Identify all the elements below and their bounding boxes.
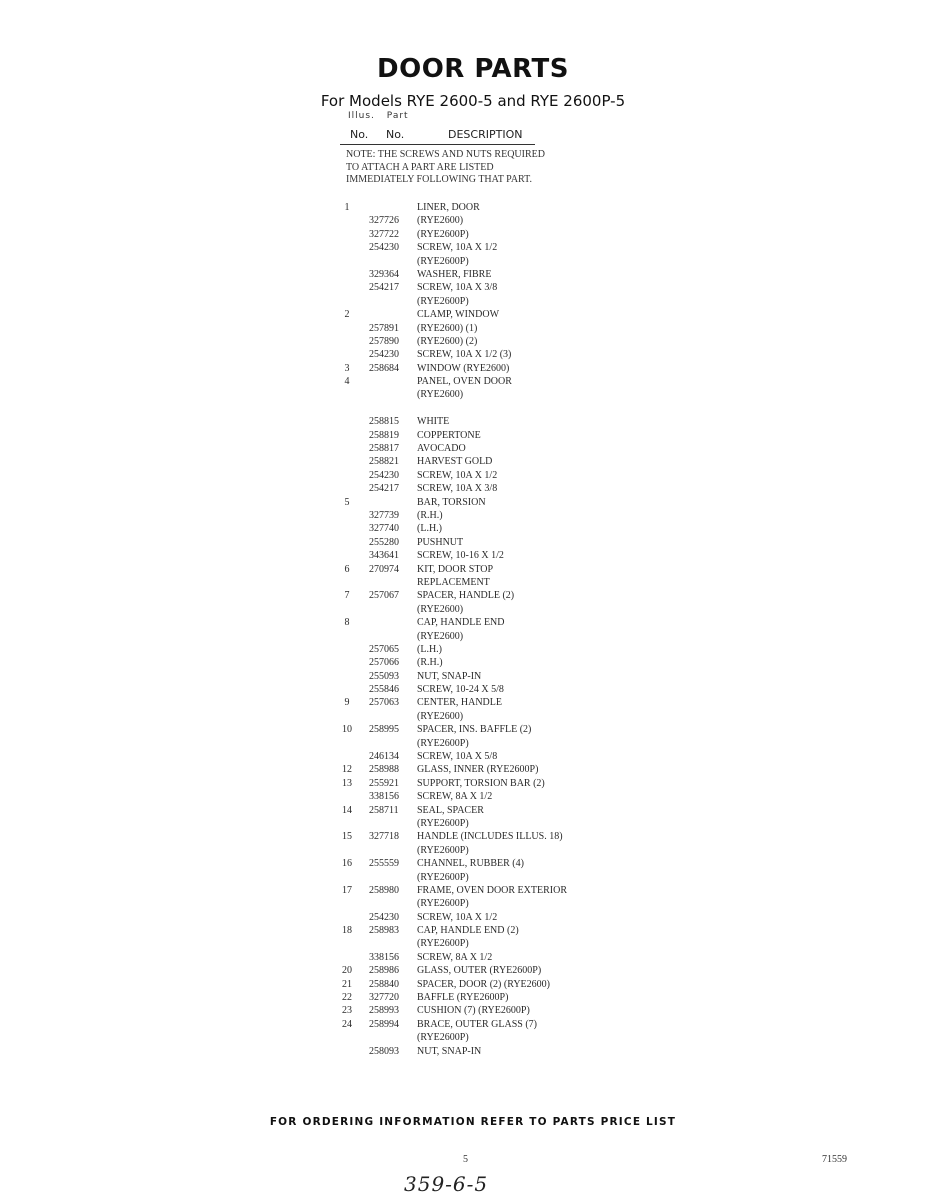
part-number: 327740 (369, 523, 399, 535)
part-description: SCREW, 10A X 3/8 (417, 282, 498, 294)
parts-row (0, 268, 946, 281)
part-number: 258815 (369, 416, 399, 428)
part-description: SCREW, 8A X 1/2 (417, 951, 493, 963)
part-number: 257066 (369, 657, 399, 669)
parts-row (0, 844, 946, 857)
part-description: (RYE2600) (417, 215, 464, 227)
part-number: 258994 (369, 1018, 399, 1030)
part-number: 258684 (369, 362, 399, 374)
parts-row (0, 482, 946, 495)
part-number: 258988 (369, 764, 399, 776)
illus-number: 6 (344, 563, 350, 575)
parts-row (0, 509, 946, 522)
parts-list (0, 201, 946, 1058)
parts-row (0, 924, 946, 937)
part-description: SCREW, 10-24 X 5/8 (417, 684, 504, 696)
parts-row (0, 911, 946, 924)
illus-number: 10 (342, 724, 352, 736)
parts-row (0, 589, 946, 602)
parts-row (0, 536, 946, 549)
part-description: HARVEST GOLD (417, 456, 493, 468)
part-description: (RYE2600P) (417, 938, 469, 950)
note-line: NOTE: THE SCREWS AND NUTS REQUIRED (346, 149, 545, 160)
parts-row (0, 563, 946, 576)
column-part-no: No. (386, 128, 405, 141)
illus-number: 1 (344, 202, 350, 213)
parts-row (0, 857, 946, 870)
part-number: 254230 (369, 242, 399, 254)
parts-row (0, 696, 946, 709)
illus-number: 2 (344, 309, 350, 321)
illus-number: 8 (344, 617, 350, 629)
parts-row (0, 1004, 946, 1017)
parts-row (0, 455, 946, 468)
part-description: NUT, SNAP-IN (417, 1045, 482, 1057)
parts-row (0, 255, 946, 268)
parts-row (0, 656, 946, 669)
part-description: (RYE2600P) (417, 255, 469, 267)
part-description: (RYE2600P) (417, 228, 469, 240)
part-description: (RYE2600) (1) (417, 322, 478, 334)
part-description: (RYE2600) (417, 603, 464, 615)
part-number: 258821 (369, 456, 399, 468)
part-description: FRAME, OVEN DOOR EXTERIOR (417, 884, 567, 896)
parts-row (0, 630, 946, 643)
illus-number: 13 (342, 777, 352, 789)
parts-row (0, 375, 946, 388)
illus-number: 23 (342, 1005, 352, 1017)
part-number: 338156 (369, 951, 399, 963)
parts-row (0, 616, 946, 629)
handwritten-note: 359-6-5 (404, 1172, 489, 1196)
part-description: WASHER, FIBRE (417, 268, 492, 280)
illus-label: Illus. (348, 111, 375, 121)
parts-row (0, 576, 946, 589)
part-description: (RYE2600P) (417, 871, 469, 883)
part-number: 255921 (369, 777, 399, 789)
part-description: LINER, DOOR (417, 202, 480, 213)
illus-number: 21 (342, 978, 352, 990)
part-description: HANDLE (INCLUDES ILLUS. 18) (417, 831, 563, 843)
part-description: (RYE2600P) (417, 295, 469, 307)
part-description: NUT, SNAP-IN (417, 670, 482, 682)
part-number: 257890 (369, 335, 399, 347)
part-description: BAFFLE (RYE2600P) (417, 992, 509, 1004)
column-illus-no: No. (350, 128, 369, 141)
part-number: 327726 (369, 215, 399, 227)
part-description: (RYE2600) (417, 630, 464, 642)
part-number: 343641 (369, 550, 399, 562)
part-description: SCREW, 10-16 X 1/2 (417, 550, 504, 562)
parts-row (0, 549, 946, 562)
header-divider (340, 144, 535, 145)
part-description: SCREW, 10A X 1/2 (417, 242, 498, 254)
part-number: 258711 (369, 804, 399, 816)
parts-row (0, 1031, 946, 1044)
parts-row (0, 335, 946, 348)
part-number: 257067 (369, 590, 399, 602)
note-line: IMMEDIATELY FOLLOWING THAT PART. (346, 174, 532, 185)
parts-row (0, 683, 946, 696)
part-description: CAP, HANDLE END (417, 617, 505, 629)
part-number: 338156 (369, 791, 399, 803)
column-description: DESCRIPTION (448, 128, 523, 141)
part-description: (RYE2600P) (417, 844, 469, 856)
part-description: SPACER, DOOR (2) (RYE2600) (417, 978, 550, 990)
parts-row (0, 763, 946, 776)
parts-row (0, 897, 946, 910)
page-number: 5 (463, 1154, 468, 1165)
note-line: TO ATTACH A PART ARE LISTED (346, 161, 494, 173)
part-description: (RYE2600P) (417, 1032, 469, 1044)
part-number: 258995 (369, 724, 399, 736)
illus-number: 3 (344, 362, 350, 374)
part-description: CAP, HANDLE END (2) (417, 925, 519, 937)
parts-row (0, 201, 946, 214)
part-description: SPACER, HANDLE (2) (417, 590, 515, 602)
parts-row (0, 871, 946, 884)
parts-row (0, 348, 946, 361)
part-label: Part (386, 111, 409, 121)
part-description: SCREW, 8A X 1/2 (417, 791, 493, 803)
parts-row (0, 402, 946, 415)
part-description: SUPPORT, TORSION BAR (2) (417, 777, 545, 789)
part-number: 254230 (369, 469, 399, 481)
parts-row (0, 429, 946, 442)
parts-row (0, 362, 946, 375)
parts-row (0, 496, 946, 509)
part-description: (RYE2600P) (417, 737, 469, 749)
illus-number: 15 (342, 831, 352, 843)
parts-row (0, 1045, 946, 1058)
illus-number: 20 (342, 965, 352, 977)
parts-row (0, 322, 946, 335)
part-description: GLASS, OUTER (RYE2600P) (417, 965, 542, 977)
part-number: 258980 (369, 884, 399, 896)
part-description: (L.H.) (417, 523, 442, 535)
part-description: SCREW, 10A X 3/8 (417, 483, 498, 495)
part-number: 254217 (369, 282, 399, 294)
note-block (346, 149, 606, 187)
part-description: SEAL, SPACER (417, 804, 484, 816)
part-description: AVOCADO (417, 443, 466, 455)
part-description: (R.H.) (417, 657, 443, 669)
part-description: (R.H.) (417, 509, 443, 521)
part-description: (RYE2600) (2) (417, 335, 478, 347)
part-description: SPACER, INS. BAFFLE (2) (417, 724, 532, 736)
illus-number: 4 (344, 376, 350, 388)
part-number: 254217 (369, 483, 399, 495)
part-description: (RYE2600) (417, 710, 464, 722)
part-description: SCREW, 10A X 1/2 (417, 911, 498, 923)
parts-row (0, 804, 946, 817)
part-description: SCREW, 10A X 5/8 (417, 751, 498, 763)
parts-row (0, 884, 946, 897)
parts-row (0, 415, 946, 428)
parts-row (0, 1018, 946, 1031)
part-number: 258993 (369, 1005, 399, 1017)
part-description: GLASS, INNER (RYE2600P) (417, 764, 539, 776)
part-number: 257065 (369, 643, 399, 655)
parts-row (0, 830, 946, 843)
part-number: 327720 (369, 992, 399, 1004)
part-description: WHITE (417, 416, 450, 428)
parts-row (0, 281, 946, 294)
parts-row (0, 710, 946, 723)
ordering-info: FOR ORDERING INFORMATION REFER TO PARTS PRICE LIST (269, 1116, 677, 1128)
parts-row (0, 964, 946, 977)
part-number: 257891 (369, 322, 399, 334)
parts-row (0, 295, 946, 308)
part-description: (RYE2600) (417, 389, 464, 401)
part-number: 255093 (369, 670, 399, 682)
part-description: PANEL, OVEN DOOR (417, 376, 512, 388)
illus-number: 18 (342, 925, 352, 937)
illus-number: 5 (344, 496, 350, 508)
part-number: 255559 (369, 858, 399, 870)
part-description: CUSHION (7) (RYE2600P) (417, 1005, 530, 1017)
parts-row (0, 937, 946, 950)
parts-row (0, 643, 946, 656)
part-number: 257063 (369, 697, 399, 709)
part-number: 327722 (369, 228, 399, 240)
part-description: SCREW, 10A X 1/2 (3) (417, 349, 512, 361)
part-description: BAR, TORSION (417, 496, 486, 508)
part-number: 246134 (369, 751, 399, 763)
parts-row (0, 603, 946, 616)
parts-row (0, 951, 946, 964)
part-description: (RYE2600P) (417, 817, 469, 829)
column-header (348, 128, 588, 144)
parts-row (0, 723, 946, 736)
part-number: 255846 (369, 684, 399, 696)
part-description: (L.H.) (417, 643, 442, 655)
part-description: BRACE, OUTER GLASS (7) (417, 1018, 538, 1030)
part-number: 258817 (369, 443, 399, 455)
part-description: CHANNEL, RUBBER (4) (417, 858, 524, 870)
parts-row (0, 737, 946, 750)
part-number: 258986 (369, 965, 399, 977)
parts-row (0, 991, 946, 1004)
part-number: 258093 (369, 1045, 399, 1057)
parts-row (0, 817, 946, 830)
illus-number: 24 (342, 1018, 352, 1030)
part-description: REPLACEMENT (417, 576, 490, 588)
parts-row (0, 777, 946, 790)
part-number: 255280 (369, 536, 399, 548)
parts-row (0, 978, 946, 991)
parts-row (0, 670, 946, 683)
part-number: 327739 (369, 509, 399, 521)
part-description: (RYE2600P) (417, 898, 469, 910)
illus-number: 12 (342, 764, 352, 776)
part-description: CLAMP, WINDOW (417, 309, 500, 321)
part-number: 270974 (369, 563, 399, 575)
parts-row (0, 241, 946, 254)
illus-number: 9 (344, 697, 350, 709)
column-header-top (348, 111, 417, 121)
parts-row (0, 214, 946, 227)
document-code: 71559 (822, 1154, 847, 1165)
page-title: DOOR PARTS (377, 54, 569, 84)
part-number: 327718 (369, 831, 399, 843)
part-number: 258840 (369, 978, 399, 990)
part-description: PUSHNUT (417, 536, 464, 548)
illus-number: 16 (342, 858, 352, 870)
part-description: CENTER, HANDLE (417, 697, 502, 709)
part-description: WINDOW (RYE2600) (417, 362, 510, 374)
part-number: 258819 (369, 429, 399, 441)
part-number: 254230 (369, 911, 399, 923)
parts-row (0, 308, 946, 321)
illus-number: 14 (342, 804, 352, 816)
part-number: 329364 (369, 268, 399, 280)
parts-row (0, 388, 946, 401)
parts-row (0, 228, 946, 241)
parts-row (0, 442, 946, 455)
illus-number: 7 (344, 590, 350, 602)
part-description: KIT, DOOR STOP (417, 563, 494, 575)
parts-row (0, 522, 946, 535)
parts-row (0, 790, 946, 803)
part-description: COPPERTONE (417, 429, 481, 441)
part-number: 258983 (369, 925, 399, 937)
part-description: SCREW, 10A X 1/2 (417, 469, 498, 481)
illus-number: 17 (342, 884, 352, 896)
parts-row (0, 469, 946, 482)
parts-row (0, 750, 946, 763)
part-number: 254230 (369, 349, 399, 361)
page-subtitle: For Models RYE 2600-5 and RYE 2600P-5 (320, 92, 626, 110)
illus-number: 22 (342, 992, 352, 1004)
